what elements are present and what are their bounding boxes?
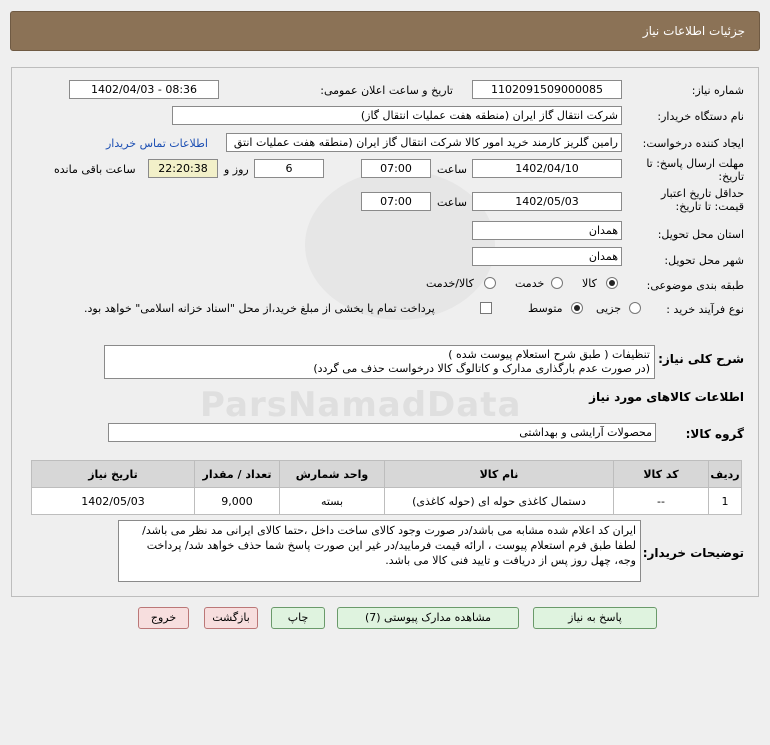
reply-deadline-label: مهلت ارسال پاسخ: تا: [646, 157, 744, 170]
goods-group-label: گروه کالا:: [685, 427, 744, 441]
remaining-label: ساعت باقی مانده: [54, 163, 136, 176]
cell-code: --: [614, 488, 709, 515]
announce-label: تاریخ و ساعت اعلان عمومی:: [320, 84, 453, 97]
summary-line-2: (در صورت عدم بارگذاری مدارک و کاتالوگ کالا درخواست حذف می گردد): [313, 362, 650, 375]
buyer-field: شرکت انتقال گاز ایران (منطقه هفت عملیات انتقال گاز): [172, 106, 622, 125]
category-option-service: خدمت: [515, 277, 545, 290]
summary-line-1: تنظیفات ( طبق شرح استعلام پیوست شده ): [448, 348, 650, 361]
process-radio-medium[interactable]: [571, 302, 583, 314]
days-field: 6: [254, 159, 324, 178]
reply-date-field: 1402/04/10: [472, 159, 622, 178]
reply-time-field: 07:00: [361, 159, 431, 178]
province-label: استان محل تحویل:: [657, 228, 744, 241]
treasury-payment-note: پرداخت تمام یا بخشی از مبلغ خرید،از محل "اسناد خزانه اسلامی" خواهد بود.: [84, 302, 435, 315]
column-qty: تعداد / مقدار: [195, 461, 280, 488]
goods-group-field: محصولات آرایشی و بهداشتی: [108, 423, 656, 442]
goods-section-title: اطلاعات کالاهای مورد نیاز: [589, 390, 744, 404]
reply-deadline-label-2: تاریخ:: [718, 170, 744, 183]
validity-label-2: قیمت: تا تاریخ:: [675, 200, 744, 213]
column-code: کد کالا: [614, 461, 709, 488]
summary-field: [104, 345, 655, 379]
table-row[interactable]: [32, 488, 742, 515]
days-label: روز و: [224, 163, 249, 176]
need-number-field: 1102091509000085: [472, 80, 622, 99]
category-radio-service[interactable]: [551, 277, 563, 289]
city-field: همدان: [472, 247, 622, 266]
goods-table-header: [32, 461, 742, 488]
creator-label: ایجاد کننده درخواست:: [642, 137, 744, 150]
validity-label: حداقل تاریخ اعتبار: [660, 187, 744, 200]
contact-buyer-link[interactable]: اطلاعات تماس خریدار: [106, 137, 208, 150]
column-name: نام کالا: [385, 461, 614, 488]
reply-button[interactable]: پاسخ به نیاز: [533, 607, 657, 629]
back-button[interactable]: بازگشت: [204, 607, 258, 629]
validity-date-field: 1402/05/03: [472, 192, 622, 211]
notes-label: توضیحات خریدار:: [642, 546, 744, 560]
column-unit: واحد شمارش: [280, 461, 385, 488]
treasury-payment-checkbox[interactable]: [480, 302, 492, 314]
summary-label: شرح کلی نیاز:: [658, 352, 744, 366]
category-radio-goods[interactable]: [606, 277, 618, 289]
process-radio-minor[interactable]: [629, 302, 641, 314]
need-number-label: شماره نیاز:: [691, 84, 744, 97]
print-button[interactable]: چاپ: [271, 607, 325, 629]
province-field: همدان: [472, 221, 622, 240]
process-option-minor: جزیی: [596, 302, 622, 315]
page-header: [10, 11, 760, 51]
buyer-label: نام دستگاه خریدار:: [657, 110, 744, 123]
category-option-goods: کالا: [582, 277, 597, 290]
creator-field: رامین گلریز کارمند خرید امور کالا شرکت انتقال گاز ایران (منطقه هفت عملیات انتق: [226, 133, 622, 152]
category-radio-goods-service[interactable]: [484, 277, 496, 289]
exit-button[interactable]: خروج: [138, 607, 189, 629]
process-label: نوع فرآیند خرید :: [666, 303, 744, 316]
announce-field: 1402/04/03 - 08:36: [69, 80, 219, 99]
reply-time-label: ساعت: [437, 163, 467, 176]
goods-table: [31, 460, 742, 515]
category-option-goods-service: کالا/خدمت: [426, 277, 474, 290]
cell-date: 1402/05/03: [32, 488, 195, 515]
view-attachments-button[interactable]: مشاهده مدارک پیوستی (7): [337, 607, 519, 629]
cell-unit: بسته: [280, 488, 385, 515]
validity-time-field: 07:00: [361, 192, 431, 211]
page-title: جزئیات اطلاعات نیاز: [642, 24, 745, 38]
column-date: تاریخ نیاز: [32, 461, 195, 488]
column-row: ردیف: [709, 461, 742, 488]
cell-row: 1: [709, 488, 742, 515]
process-option-medium: متوسط: [528, 302, 563, 315]
cell-name: دستمال کاغذی حوله ای (حوله کاغذی): [385, 488, 614, 515]
city-label: شهر محل تحویل:: [664, 254, 744, 267]
validity-time-label: ساعت: [437, 196, 467, 209]
category-label: طبقه بندی موضوعی:: [646, 279, 744, 292]
cell-qty: 9,000: [195, 488, 280, 515]
remaining-time-field: 22:20:38: [148, 159, 218, 178]
notes-field: ایران کد اعلام شده مشابه می باشد/در صورت وجود کالای ساخت داخل ،حتما کالای ایرانی مد نظر می باشد/لطفا طبق فرم استعلام پیوست ، ارائه قیمت فرمایید/در غیر این صورت پاسخ شما حذف خواهد شد/ پرداخت وجه، چهل روز پس از دریافت و تایید فنی کالا می باشد.: [118, 520, 641, 582]
